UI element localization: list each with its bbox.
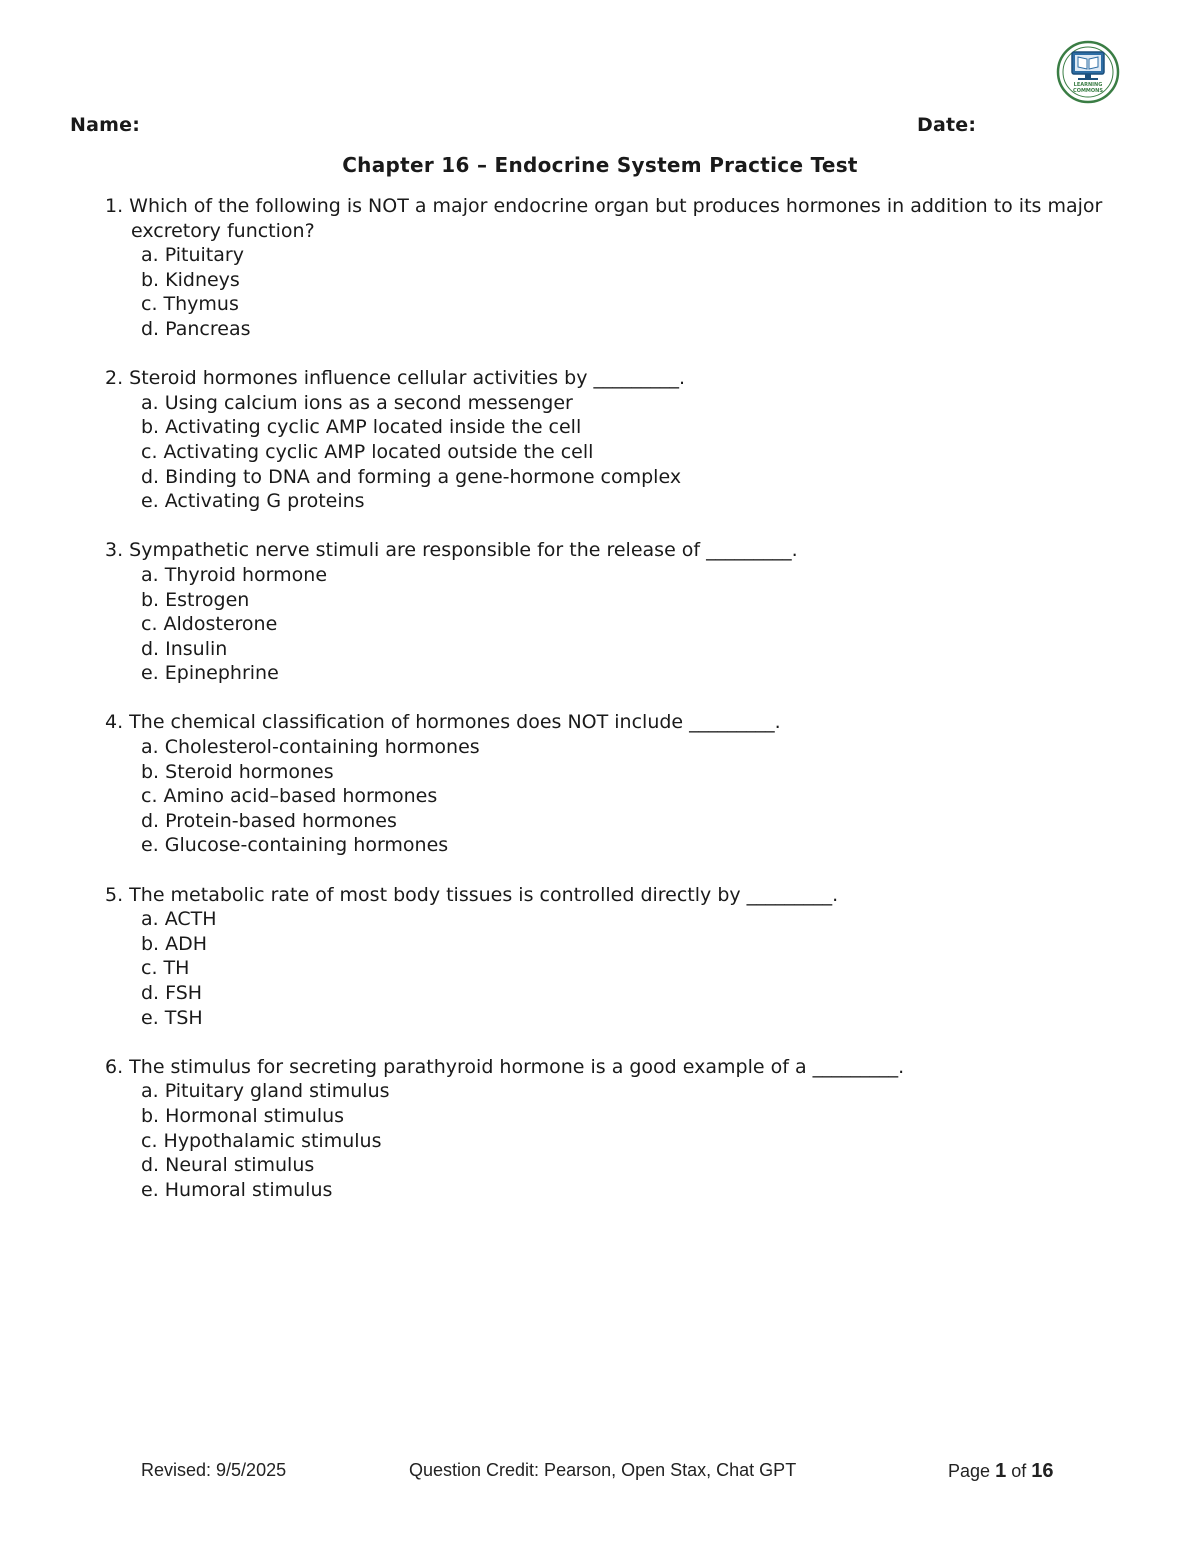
question-stem: 1. Which of the following is NOT a major endocrine organ but produces hormones in addition to its major excretory function? bbox=[105, 195, 1103, 242]
answer-option: d. Binding to DNA and forming a gene-hormone complex bbox=[141, 465, 682, 488]
page-title: Chapter 16 – Endocrine System Practice Test bbox=[342, 153, 858, 177]
page-word: Page bbox=[948, 1461, 991, 1481]
answer-option: d. Neural stimulus bbox=[141, 1154, 315, 1177]
question-stem: 6. The stimulus for secreting parathyroid hormone is a good example of a _________. bbox=[105, 1055, 905, 1078]
question-4 bbox=[105, 710, 1105, 858]
answer-option: d. FSH bbox=[141, 982, 203, 1004]
svg-text:LEARNING: LEARNING bbox=[1073, 82, 1103, 88]
question-stem: 2. Steroid hormones influence cellular activities by _________. bbox=[105, 367, 686, 390]
answer-option: c. Thymus bbox=[141, 293, 239, 316]
question-1 bbox=[105, 194, 1105, 342]
answer-option: e. Epinephrine bbox=[141, 662, 279, 685]
learning-commons-logo bbox=[1056, 40, 1120, 104]
page-current: 1 bbox=[995, 1460, 1007, 1482]
answer-option: b. Activating cyclic AMP located inside the cell bbox=[141, 416, 582, 439]
question-stem: 4. The chemical classification of hormones does NOT include _________. bbox=[105, 711, 781, 734]
answer-option: e. TSH bbox=[141, 1006, 203, 1029]
answer-option: a. Cholesterol-containing hormones bbox=[141, 736, 480, 759]
answer-option: a. Pituitary gland stimulus bbox=[141, 1080, 390, 1103]
answer-option: d. Insulin bbox=[141, 637, 228, 660]
answer-option: a. Thyroid hormone bbox=[141, 563, 328, 586]
answer-option: c. Aldosterone bbox=[141, 613, 278, 636]
question-list bbox=[105, 194, 1105, 1227]
answer-option: c. Hypothalamic stimulus bbox=[141, 1129, 382, 1152]
answer-options bbox=[105, 1079, 1105, 1202]
question-stem: 3. Sympathetic nerve stimuli are responsible for the release of _________. bbox=[105, 539, 798, 562]
answer-option: b. Steroid hormones bbox=[141, 760, 334, 783]
answer-options bbox=[105, 563, 1105, 686]
date-label: Date: bbox=[917, 114, 977, 136]
logo-icon bbox=[1056, 40, 1120, 104]
answer-option: b. Hormonal stimulus bbox=[141, 1104, 345, 1127]
page-number bbox=[948, 1460, 1053, 1483]
answer-option: c. Activating cyclic AMP located outside the cell bbox=[141, 440, 594, 463]
answer-option: c. Amino acid–based hormones bbox=[141, 785, 438, 808]
answer-option: e. Glucose-containing hormones bbox=[141, 834, 449, 857]
answer-option: e. Humoral stimulus bbox=[141, 1178, 333, 1201]
answer-options bbox=[105, 243, 1105, 341]
answer-option: a. Pituitary bbox=[141, 244, 244, 267]
question-5 bbox=[105, 883, 1105, 1031]
answer-options bbox=[105, 907, 1105, 1030]
answer-option: b. Estrogen bbox=[141, 588, 250, 611]
answer-option: a. ACTH bbox=[141, 908, 217, 931]
revised-date: Revised: 9/5/2025 bbox=[141, 1460, 287, 1480]
answer-options bbox=[105, 735, 1105, 858]
question-6 bbox=[105, 1055, 1105, 1203]
question-3 bbox=[105, 538, 1105, 686]
answer-option: a. Using calcium ions as a second messenger bbox=[141, 391, 573, 414]
page-of: of bbox=[1011, 1461, 1027, 1481]
answer-option: d. Protein-based hormones bbox=[141, 809, 397, 832]
name-label: Name: bbox=[70, 114, 141, 136]
answer-option: d. Pancreas bbox=[141, 317, 251, 340]
answer-option: b. Kidneys bbox=[141, 268, 240, 291]
page-total: 16 bbox=[1031, 1460, 1054, 1482]
question-stem: 5. The metabolic rate of most body tissues is controlled directly by _________. bbox=[105, 883, 839, 906]
svg-text:COMMONS: COMMONS bbox=[1073, 88, 1103, 94]
answer-options bbox=[105, 391, 1105, 514]
answer-option: c. TH bbox=[141, 957, 190, 980]
question-2 bbox=[105, 366, 1105, 514]
question-credit: Question Credit: Pearson, Open Stax, Chat GPT bbox=[409, 1460, 797, 1480]
answer-option: b. ADH bbox=[141, 932, 208, 955]
answer-option: e. Activating G proteins bbox=[141, 490, 365, 513]
